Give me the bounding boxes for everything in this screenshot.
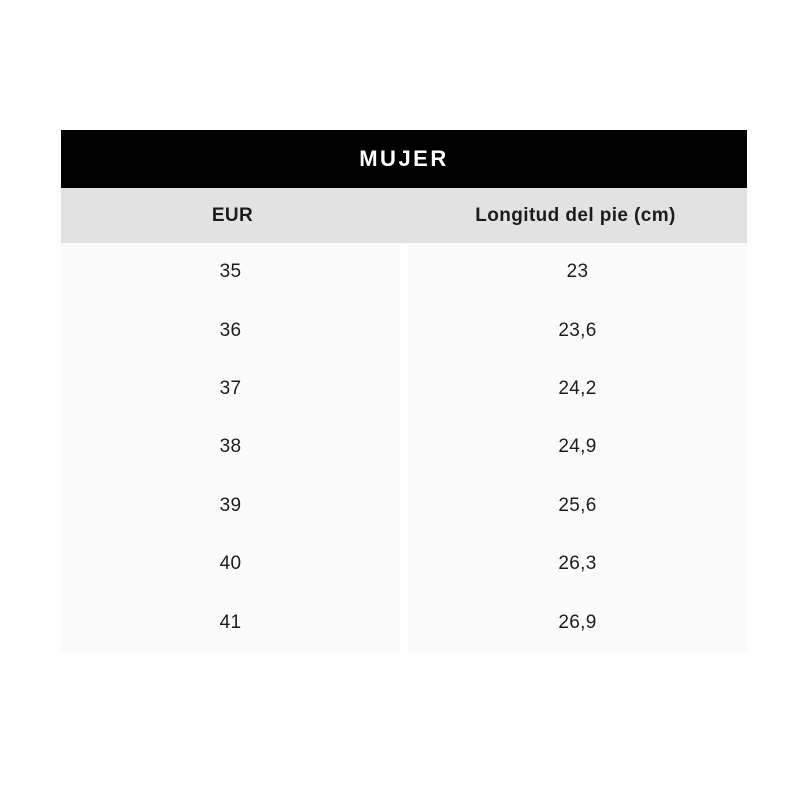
table-header: [61, 130, 747, 188]
eur-size-cell: 36: [219, 319, 242, 341]
eur-size-cell: 41: [219, 611, 242, 633]
column-header-foot-length: Longitud del pie (cm): [475, 204, 676, 226]
foot-length-column: [408, 243, 747, 652]
table-title: MUJER: [359, 146, 449, 171]
column-header-eur: EUR: [211, 204, 254, 226]
foot-length-cell: 24,9: [558, 436, 597, 458]
foot-length-cell: 26,9: [558, 611, 597, 633]
eur-size-cell: 39: [219, 494, 242, 516]
eur-size-cell: 35: [219, 261, 242, 283]
eur-column: [61, 243, 400, 652]
size-chart-table: [61, 130, 747, 652]
eur-size-cell: 40: [219, 553, 242, 575]
foot-length-cell: 26,3: [558, 553, 597, 575]
column-divider: [400, 243, 408, 652]
foot-length-cell: 24,2: [558, 378, 597, 400]
eur-size-cell: 38: [219, 436, 242, 458]
foot-length-cell: 25,6: [558, 494, 597, 516]
foot-length-cell: 23,6: [558, 319, 597, 341]
eur-size-cell: 37: [219, 378, 242, 400]
table-body: [61, 243, 747, 652]
foot-length-cell: 23: [566, 261, 589, 283]
column-header-row: [61, 188, 747, 243]
